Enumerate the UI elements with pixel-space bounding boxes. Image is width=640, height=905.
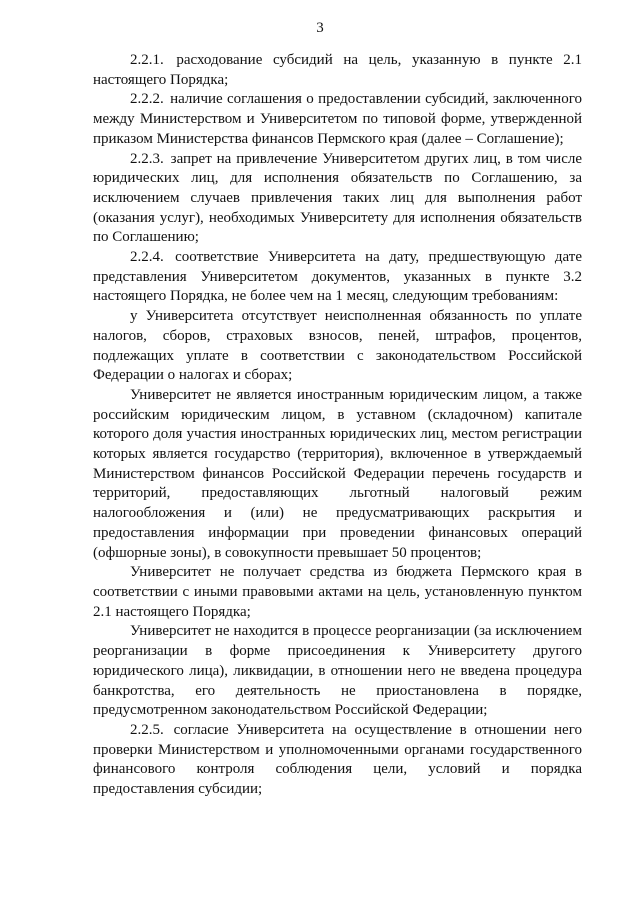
clause-text: соответствие Университета на дату, предшествующую дате представления Университетом документов, указанных в пункте 3.2 настоящего Порядка, не более чем на 1 месяц, следующим требованиям: — [93, 249, 582, 305]
paragraph-2-2-3 — [93, 150, 582, 249]
clause-text: наличие соглашения о предоставлении субсидий, заключенного между Министерством и Университетом по типовой форме, утвержденной приказом Министерства финансов Пермского края (далее – Соглашение); — [93, 91, 582, 147]
paragraph-requirement-reorganization — [93, 622, 582, 721]
requirement-text: у Университета отсутствует неисполненная обязанность по уплате налогов, сборов, страховых взносов, пеней, штрафов, процентов, подлежащих уплате в соответствии с законодательством Российской Федерации о налогах и сборах; — [93, 308, 582, 384]
page-number: 3 — [316, 20, 324, 36]
paragraph-2-2-4 — [93, 248, 582, 307]
clause-number: 2.2.3. — [130, 150, 164, 167]
clause-text: запрет на привлечение Университетом других лиц, в том числе юридических лиц, для исполнения обязательств по Соглашению, за исключением случаев привлечения таких лиц для выполнения работ (оказания услуг), необходимых Университету для исполнения обязательств по Соглашению; — [93, 150, 583, 246]
paragraph-2-2-2 — [93, 90, 582, 149]
clause-number: 2.2.1. — [130, 52, 164, 68]
requirement-text: Университет не находится в процессе реорганизации (за исключением реорганизации в форме присоединения к Университету другого юридического лица), ликвидации, в отношении него не введена процедура банкротства, его деятельность не приостановлена в порядке, предусмотренном законодательством Российской Федерации; — [93, 623, 582, 719]
paragraph-requirement-foreign — [93, 386, 582, 563]
clause-text: согласие Университета на осуществление в отношении него проверки Министерством и уполномоченными органами государственного финансового контроля соблюдения цели, условий и порядка предоставления субсидии; — [93, 721, 582, 798]
paragraph-requirement-budget — [93, 563, 582, 622]
requirement-text: Университет не получает средства из бюджета Пермского края в соответствии с иными правовыми актами на цель, установленную пунктом 2.1 настоящего Порядка; — [93, 564, 582, 620]
clause-number: 2.2.2. — [130, 91, 164, 108]
paragraph-2-2-5 — [93, 721, 582, 800]
clause-number: 2.2.5. — [130, 721, 164, 738]
clause-text: расходование субсидий на цель, указанную в пункте 2.1 настоящего Порядка; — [93, 52, 583, 88]
clause-number: 2.2.4. — [130, 249, 164, 266]
paragraph-2-2-1 — [93, 51, 582, 90]
requirement-text: Университет не является иностранным юридическим лицом, а также российским юридическим лицом, в уставном (складочном) капитале которого доля участия иностранных юридических лиц, местом регистрации которых является государство (территория), включенное в утверждаемый Министерством финансов Российской Федерации перечень государств и территорий, предоставляющих льготный налоговый режим налогообложения и (или) не предусматривающих раскрытия и предоставления информации при проведении финансовых операций (офшорные зоны), в совокупности превышает 50 процентов; — [93, 386, 582, 561]
document-body — [93, 51, 582, 800]
paragraph-requirement-taxes — [93, 307, 582, 386]
